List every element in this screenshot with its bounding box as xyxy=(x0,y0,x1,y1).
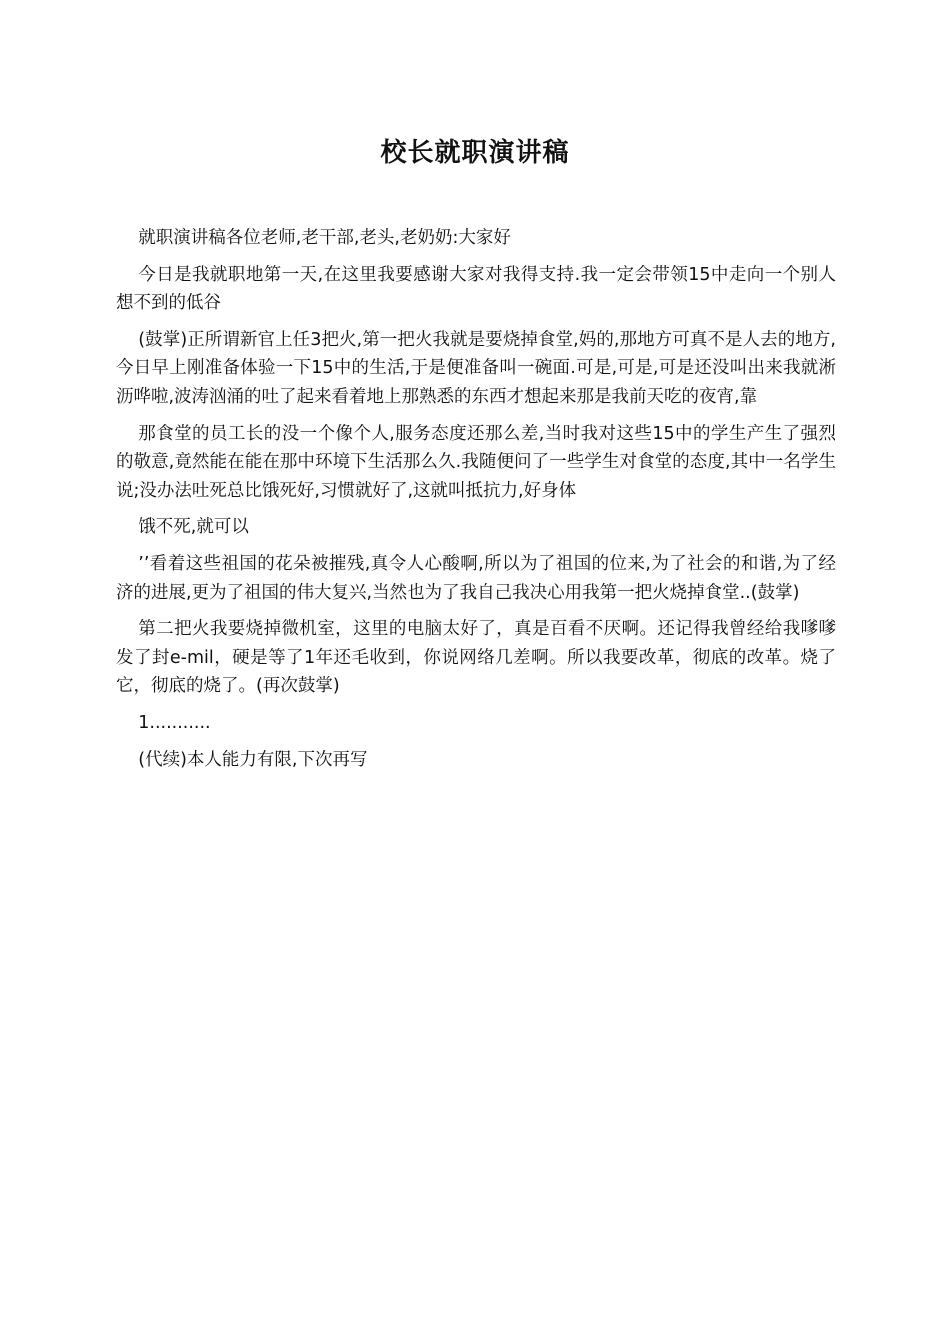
document-title: 校长就职演讲稿 xyxy=(380,138,570,168)
paragraph-burn-canteen: ’’看着这些祖国的花朵被摧残,真令人心酸啊,所以为了祖国的位来,为了社会的和谐,为了经济的进展,更为了祖国的伟大复兴,当然也为了我自己我决心用我第一把火烧掉食堂..(鼓掌) xyxy=(116,553,836,603)
document-body xyxy=(116,224,836,782)
paragraph-canteen-staff: 那食堂的员工长的没一个像个人,服务态度还那么差,当时我对这些15中的学生产生了强烈的敬意,竟然能在能在那中环境下生活那么久.我随便问了一些学生对食堂的态度,其中一名学生说;没办法吐死总比饿死好,习惯就好了,这就叫抵抗力,好身体 xyxy=(116,423,836,501)
paragraph-wont-starve: 饿不死,就可以 xyxy=(138,517,249,538)
paragraph-first-day: 今日是我就职地第一天,在这里我要感谢大家对我得支持.我一定会带领15中走向一个别人想不到的低谷 xyxy=(116,264,836,314)
paragraph-second-fire: 第二把火我要烧掉微机室，这里的电脑太好了，真是百看不厌啊。还记得我曾经给我嗲嗲发了封e-mil，硬是等了1年还毛收到，你说网络几差啊。所以我要改革，彻底的改革。烧了它，彻底的烧了。(再次鼓掌) xyxy=(116,619,836,697)
paragraph-numbered-item: 1........... xyxy=(138,712,211,733)
paragraph-first-fire: (鼓掌)正所谓新官上任3把火,第一把火我就是要烧掉食堂,妈的,那地方可真不是人去的地方,今日早上刚准备体验一下15中的生活,于是便准备叫一碗面.可是,可是,可是还没叫出来我就淅沥哗啦,波涛汹涌的吐了起来看着地上那熟悉的东西才想起来那是我前天吃的夜宵,靠 xyxy=(116,329,836,407)
paragraph-to-be-continued: (代续)本人能力有限,下次再写 xyxy=(138,749,368,770)
paragraph-greeting: 就职演讲稿各位老师,老干部,老头,老奶奶:大家好 xyxy=(138,228,511,248)
